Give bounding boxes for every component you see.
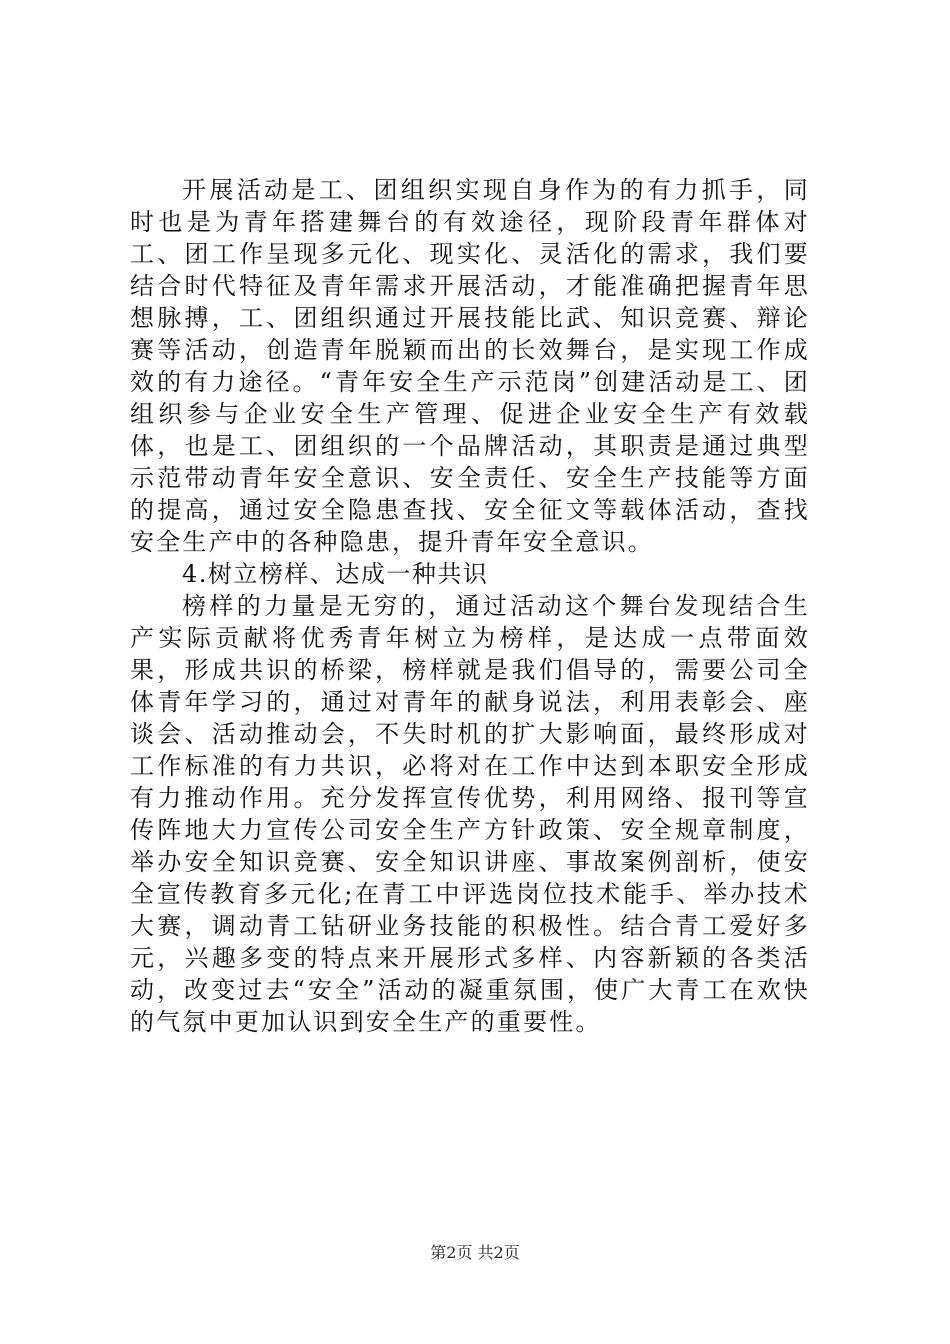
paragraph-role-models: 榜样的力量是无穷的，通过活动这个舞台发现结合生产实际贡献将优秀青年树立为榜样，是达成一点带面效果，形成共识的桥梁，榜样就是我们倡导的，需要公司全体青年学习的，通过对青年的献身说法，利用表彰会、座谈会、活动推动会，不失时机的扩大影响面，最终形成对工作标准的有力共识，必将对在工作中达到本职安全形成有力推动作用。充分发挥宣传优势，利用网络、报刊等宣传阵地大力宣传公司安全生产方针政策、安全规章制度，举办安全知识竞赛、安全知识讲座、事故案例剖析，使安全宣传教育多元化;在青工中评选岗位技术能手、举办技术大赛，调动青工钻研业务技能的积极性。结合青工爱好多元，兴趣多变的特点来开展形式多样、内容新颖的各类活动，改变过去“安全”活动的凝重氛围，使广大青工在欢快的气氛中更加认识到安全生产的重要性。	[130, 592, 810, 1036]
document-body	[130, 174, 810, 1038]
page-number-footer: 第2页 共2页	[430, 1243, 520, 1262]
section-heading-role-models: 4.树立榜样、达成一种共识	[182, 560, 489, 588]
paragraph-activities: 开展活动是工、团组织实现自身作为的有力抓手，同时也是为青年搭建舞台的有效途径，现阶段青年群体对工、团工作呈现多元化、现实化、灵活化的需求，我们要结合时代特征及青年需求开展活动，才能准确把握青年思想脉搏，工、团组织通过开展技能比武、知识竞赛、辩论赛等活动，创造青年脱颖而出的长效舞台，是实现工作成效的有力途径。“青年安全生产示范岗”创建活动是工、团组织参与企业安全生产管理、促进企业安全生产有效载体，也是工、团组织的一个品牌活动，其职责是通过典型示范带动青年安全意识、安全责任、安全生产技能等方面的提高，通过安全隐患查找、安全征文等载体活动，查找安全生产中的各种隐患，提升青年安全意识。	[130, 176, 810, 556]
